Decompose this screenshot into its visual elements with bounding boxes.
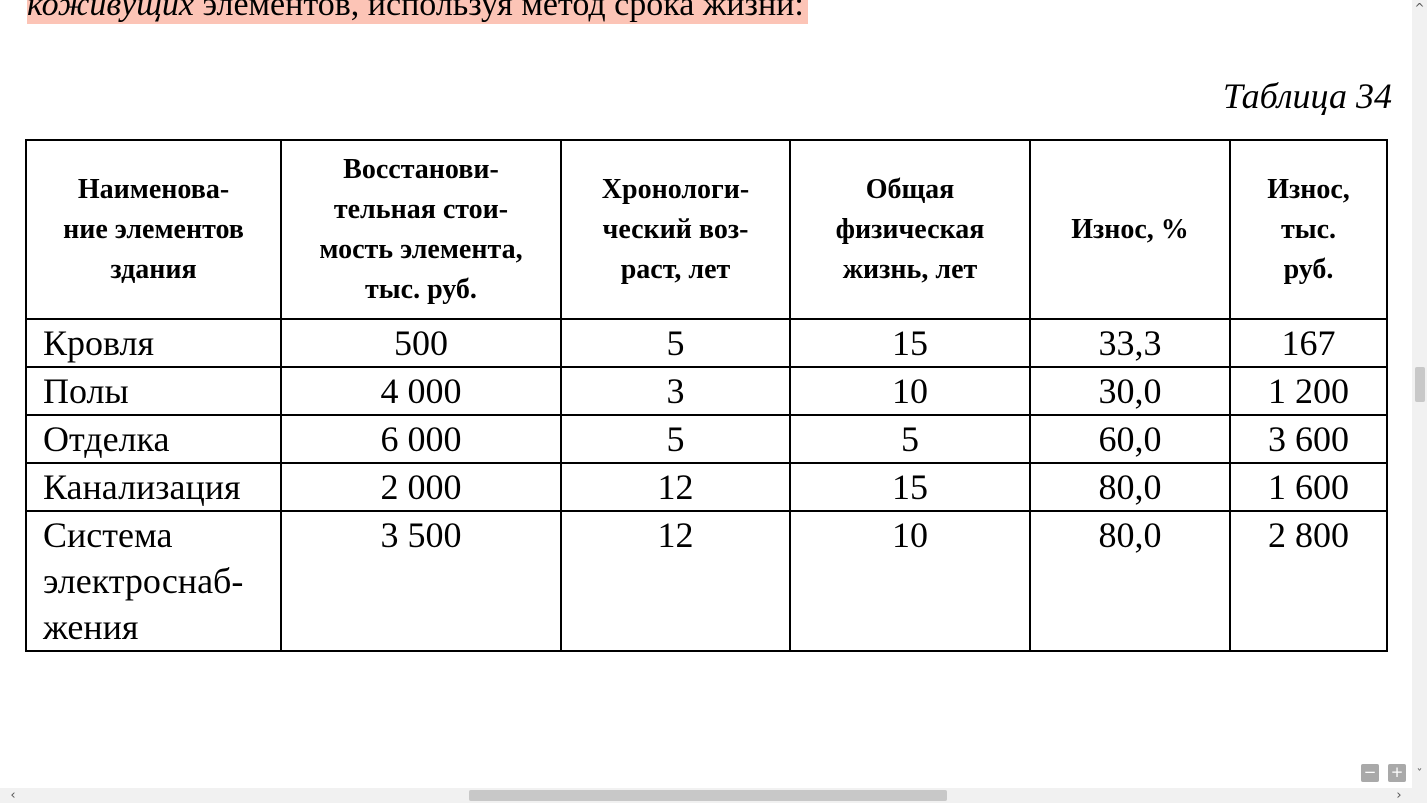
value-cell: 12 [561, 511, 790, 651]
element-name-cell: Канализация [26, 463, 281, 511]
element-name-cell: Отделка [26, 415, 281, 463]
header-cell: Хронологи- ческий воз- раст, лет [561, 140, 790, 319]
value-cell: 5 [561, 415, 790, 463]
value-cell: 4 000 [281, 367, 561, 415]
vertical-scroll-thumb[interactable] [1415, 367, 1425, 402]
scrollbar-corner [1412, 788, 1427, 803]
element-name-cell: Кровля [26, 319, 281, 367]
value-cell: 3 500 [281, 511, 561, 651]
header-cell: Износ, % [1030, 140, 1230, 319]
vertical-scrollbar[interactable] [1412, 0, 1427, 788]
highlighted-text-italic: коживущих [27, 0, 194, 23]
value-cell: 500 [281, 319, 561, 367]
table-header-row [26, 140, 1387, 319]
horizontal-scrollbar[interactable] [0, 788, 1412, 803]
value-cell: 3 [561, 367, 790, 415]
zoom-out-button[interactable]: − [1361, 764, 1379, 782]
wear-table [25, 139, 1388, 652]
element-name-cell: Полы [26, 367, 281, 415]
value-cell: 167 [1230, 319, 1387, 367]
value-cell: 1 600 [1230, 463, 1387, 511]
value-cell: 33,3 [1030, 319, 1230, 367]
table-row [26, 319, 1387, 367]
header-cell: Восстанови- тельная стои- мость элемента, тыс. руб. [281, 140, 561, 319]
value-cell: 6 000 [281, 415, 561, 463]
value-cell: 10 [790, 367, 1030, 415]
value-cell: 5 [561, 319, 790, 367]
value-cell: 5 [790, 415, 1030, 463]
scroll-right-icon[interactable]: › [1396, 788, 1402, 803]
horizontal-scroll-thumb[interactable] [469, 790, 947, 801]
header-cell: Общая физическая жизнь, лет [790, 140, 1030, 319]
header-cell: Наименова- ние элементов здания [26, 140, 281, 319]
value-cell: 2 800 [1230, 511, 1387, 651]
value-cell: 60,0 [1030, 415, 1230, 463]
table-row [26, 367, 1387, 415]
table-row [26, 511, 1387, 651]
highlighted-text [27, 0, 808, 24]
value-cell: 1 200 [1230, 367, 1387, 415]
value-cell: 10 [790, 511, 1030, 651]
scroll-up-icon[interactable]: ^ [1414, 1, 1425, 15]
element-name-cell: Система электроснаб- жения [26, 511, 281, 651]
table-row [26, 415, 1387, 463]
scroll-down-icon[interactable]: ˇ [1416, 767, 1423, 781]
value-cell: 15 [790, 319, 1030, 367]
highlighted-text-regular: элементов, используя метод срока жизни: [194, 0, 804, 23]
value-cell: 80,0 [1030, 463, 1230, 511]
table-row [26, 463, 1387, 511]
table-caption: Таблица 34 [1222, 76, 1392, 116]
zoom-in-button[interactable]: + [1388, 764, 1406, 782]
scroll-left-icon[interactable]: ‹ [10, 788, 16, 803]
value-cell: 3 600 [1230, 415, 1387, 463]
value-cell: 30,0 [1030, 367, 1230, 415]
header-cell: Износ, тыс. руб. [1230, 140, 1387, 319]
value-cell: 2 000 [281, 463, 561, 511]
value-cell: 15 [790, 463, 1030, 511]
value-cell: 80,0 [1030, 511, 1230, 651]
value-cell: 12 [561, 463, 790, 511]
